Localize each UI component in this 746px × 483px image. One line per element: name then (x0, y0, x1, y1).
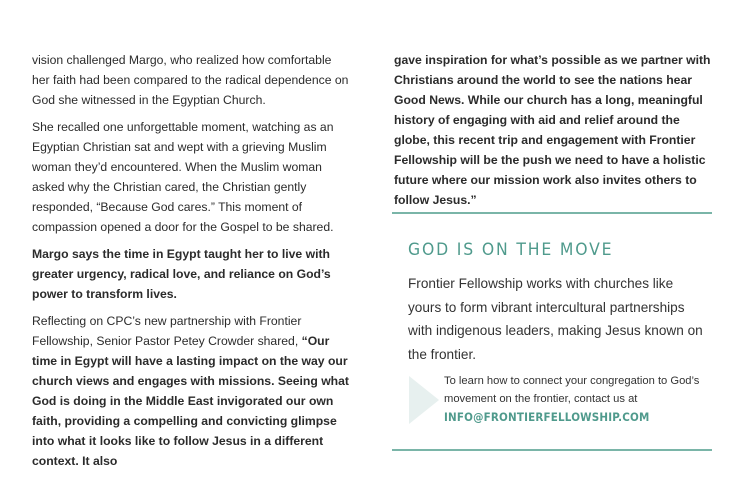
contact-text: To learn how to connect your congregation to God’s movement on the frontier, contact us at (444, 375, 700, 405)
right-column (394, 50, 716, 210)
left-column (32, 50, 350, 478)
sidebar-heading: GOD IS ON THE MOVE (408, 240, 614, 260)
sidebar-top-divider (392, 212, 712, 214)
quote-text: “Our time in Egypt will have a lasting impact on the way our church views and engages with missions. Seeing what God is doing in the Middle East invigorated our own faith, providing a compelling and convicting glimpse into what it looks like to follow Jesus in a different context. It also (32, 334, 349, 468)
paragraph-faith: vision challenged Margo, who realized how comfortable her faith had been compared to the radical dependence on God she witnessed in the Egyptian Church. (32, 53, 349, 107)
arrow-icon (409, 376, 439, 424)
quote-intro: Reflecting on CPC’s new partnership with Frontier Fellowship, Senior Pastor Petey Crowder shared, (32, 314, 302, 348)
paragraph-quote (32, 311, 350, 471)
sidebar-bottom-divider (392, 449, 712, 451)
contact-email-link[interactable]: INFO@FRONTIERFELLOWSHIP.COM (444, 410, 650, 424)
quote-continuation: gave inspiration for what’s possible as we partner with Christians around the world to see the nations hear Good News. While our church has a long, meaningful history of engaging with aid and relief around the globe, this recent trip and engagement with Frontier Fellowship will be the push we need to have a holistic future where our mission work also invites others to follow Jesus.” (394, 53, 711, 207)
paragraph-moment: She recalled one unforgettable moment, watching as an Egyptian Christian sat and wept with a grieving Muslim woman they’d encountered. When the Muslim woman asked why the Christian cared, the Christian gently responded, “Because God cares.” This moment of compassion opened a door for the Gospel to be shared. (32, 120, 334, 234)
contact-callout (444, 372, 714, 426)
paragraph-urgency: Margo says the time in Egypt taught her to live with greater urgency, radical love, and reliance on God’s power to transform lives. (32, 247, 331, 301)
sidebar-body: Frontier Fellowship works with churches like yours to form vibrant intercultural partnerships with indigenous leaders, making Jesus known on the frontier. (408, 276, 703, 362)
